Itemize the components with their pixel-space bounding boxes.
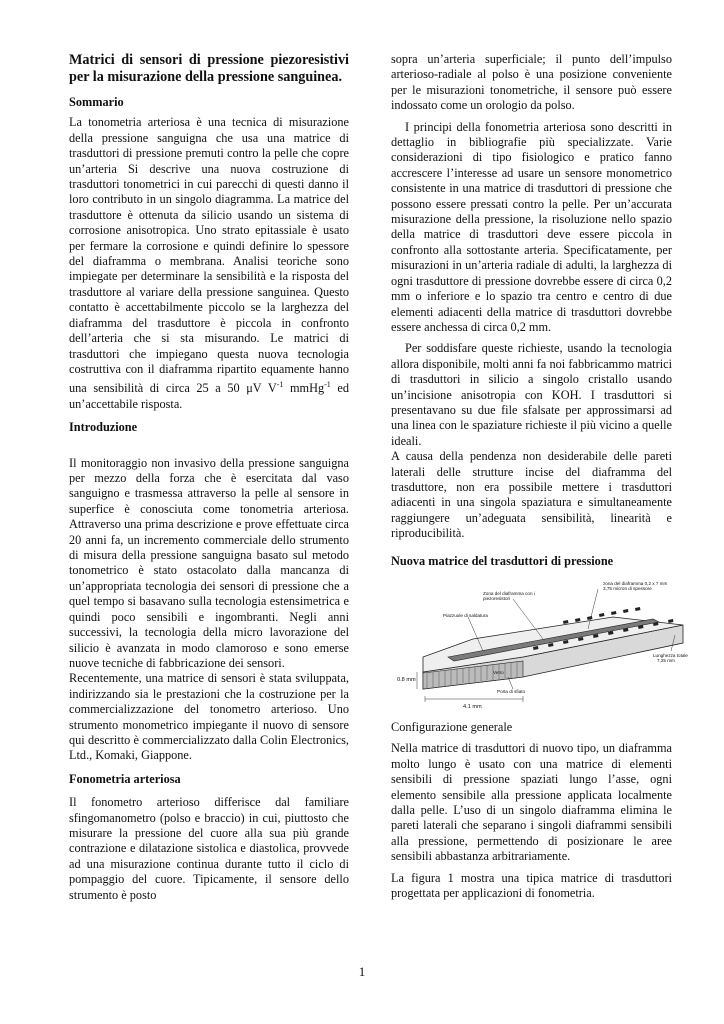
fonometria-paragraph-4: A causa della pendenza non desiderabile delle pareti laterali delle strutture incise del diaframma del trasduttore, non era possibile mettere i trasduttori adiacenti in una singola spaziatura e simultaneamente raggiungere un’adeguata sensibilità, linearità e riproducibilità. bbox=[391, 449, 672, 541]
page-number: 1 bbox=[358, 964, 366, 979]
label-diaphragm-thickness: 3,75 micron di spessore bbox=[603, 586, 652, 591]
heading-fonometria: Fonometria arteriosa bbox=[69, 771, 181, 786]
fonometria-paragraph-1-continued: sopra un’arteria superficiale; il punto dell’impulso arterioso-radiale al polso è una posizione conveniente per le misurazioni tonometriche, il sensore può essere indossato come un orologio da polso. bbox=[391, 52, 672, 113]
label-total-length-value: 7,25 mm bbox=[657, 658, 675, 663]
label-vent-port: Porta di sfiato bbox=[497, 689, 526, 694]
left-column bbox=[69, 52, 349, 903]
heading-introduzione: Introduzione bbox=[69, 420, 138, 435]
matrice-paragraph-2: La figura 1 mostra una tipica matrice di trasduttori progettata per applicazioni di fonometria. bbox=[391, 870, 672, 901]
figure-1-transducer-array bbox=[397, 577, 691, 712]
heading-nuova-matrice: Nuova matrice del trasduttori di pressione bbox=[391, 553, 614, 568]
fonometria-paragraph-2: I principi della fonometria arteriosa sono descritti in dettaglio in bibliografie più specializzate. Varie considerazioni di tipo fisiologico e pratico fanno accrescere l’interesse ad usare un sensore monometrico consistente in una matrice di trasduttori di pressione che possono essere pressati contro la pelle. Per un’accurata misurazione della pressione, la risoluzione nello spazio della matrice di trasduttori deve essere piccola in confronto alla sottostante arteria. Specificatamente, per misurazioni in un’arteria radiale di adulti, la larghezza di ogni trasduttore di pressione dovrebbe essere di circa 0,2 mm o inferiore e lo spazio tra centro e centro di due elementi adiacenti della matrice di trasduttori dovrebbe essere anchessa di circa 0,2 mm. bbox=[391, 119, 672, 334]
label-diaphragm-zone: zona del diaframma 0,2 x 7 mm bbox=[603, 581, 668, 586]
fonometria-paragraph-1: Il fonometro arterioso differisce dal familiare sfingomanometro (polso e braccio) in cui, piuttosto che misurare la pressione del cuore alla sua più grande contrazione e dilatazione sistolica e diastolica, provvede ad una misurazione continua durante tutto il ciclo di pompaggio del cuore. Tipicamente, il sensore dello strumento è posto bbox=[69, 795, 349, 902]
fonometria-paragraph-3: Per soddisfare queste richieste, usando la tecnologia allora disponibile, molti anni fa noi fabbricammo matrici di trasduttori in silicio a singolo cristallo usando un’incisione anisotropia con KOH. I trasduttori si presentavano su due file sfalsate per approssimarsi ad una linea con le spaziature richieste il più vicino a quelle ideali. bbox=[391, 341, 672, 448]
figure-1-drawing bbox=[397, 577, 691, 712]
paper-title: Matrici di sensori di pressione piezoresistivi per la misurazione della pressione sanguinea. bbox=[69, 52, 349, 85]
matrice-paragraph-1: Nella matrice di trasduttori di nuovo tipo, un diaframma molto lungo è usato con una matrice di elementi sensibili di pressione spaziati lungo l’asse, ogni elemento sensibile alla pressione applicata localmente dalla pelle. L’uso di un singolo diaframma elimina le pareti laterali che separano i singoli diaframmi sensibili alla pressione, permettendo di posizionare le aree sensibili abbastanza arbitrariamente. bbox=[391, 741, 672, 864]
label-glass: Vetro bbox=[493, 670, 504, 675]
label-width-dimension: 4.1 mm bbox=[463, 704, 482, 710]
intro-paragraph-2: Recentemente, una matrice di sensori è stata sviluppata, indirizzando sia le prestazioni che la costruzione per la commercializzazione del tonometro arterioso. Uno strumento monometrico impiegante il nuovo di sensore qui descritto è commercializzato dalla Colin Electronics, Ltd., Komaki, Giappone. bbox=[69, 671, 349, 763]
label-bond-pads: Piazzuole di saldatura bbox=[443, 613, 488, 618]
label-height-dimension: 0.8 mm bbox=[397, 677, 416, 683]
label-piezo-zone-2: piezoresistori bbox=[483, 596, 511, 601]
subheading-configurazione: Configurazione generale bbox=[391, 720, 513, 734]
heading-sommario: Sommario bbox=[69, 95, 124, 109]
right-column bbox=[391, 52, 688, 901]
intro-paragraph-1: Il monitoraggio non invasivo della pressione sanguigna per mezzo della forza che è esercitata dal vaso sanguigno e trasmessa attraverso la pelle al sensore in superfice è conosciuta come tonometria arteriosa. Attraverso una prima descrizione e prove effettuate circa 20 anni fa, un incremento commerciale dello strumento di misura della pressione sanguigna basato sul metodo tonometrico è stato ostacolato dalla mancanza di un’appropriata tecnologia dei sensori di pressione che a quel tempo si basavano sulla tecnologia estensimetrica e quindi poco sensibili e ingombranti. Negli anni successivi, la tecnologia della micro lavorazione del silicio è avanzata in modo clamoroso e sono emerse nuove tecniche di fabbricazione dei sensori. bbox=[69, 455, 349, 670]
abstract-paragraph: La tonometria arteriosa è una tecnica di misurazione della pressione sanguigna che usa una matrice di trasduttori di pressione premuti contro la pelle che copre un’arteria Si descrive una nuova costruzione di trasduttori tonometrici in cui parecchi di questi danno il loro contributo in un singolo diagramma. La matrice del trasduttore è ottenuta da silicio usando un sistema di corrosione anisotropica. Uno strato epitassiale è usato per fermare la corrosione e quindi definire lo spessore del diaframma o membrana. Analisi teoriche sono impiegate per determinare la sensibilità e la risposta del trasduttore al variare della pressione sanguinea. Questo contatto è accettabilmente piccolo se la larghezza del diaframma del trasduttore è piccola in confronto dell’arteria che si sta misurando. Le matrici di trasduttori che impiegano questa nuova tecnologia costruttiva con il diaframma ripartito equamente hanno una sensibilità di circa 25 a 50 μV $V^{-1}$ mmHg$^{-1}$ ed un’accettabile risposta. bbox=[69, 115, 350, 411]
label-total-length: Lunghezza totale bbox=[653, 653, 688, 658]
label-piezo-zone: Zona del diaframma con i bbox=[483, 591, 535, 596]
